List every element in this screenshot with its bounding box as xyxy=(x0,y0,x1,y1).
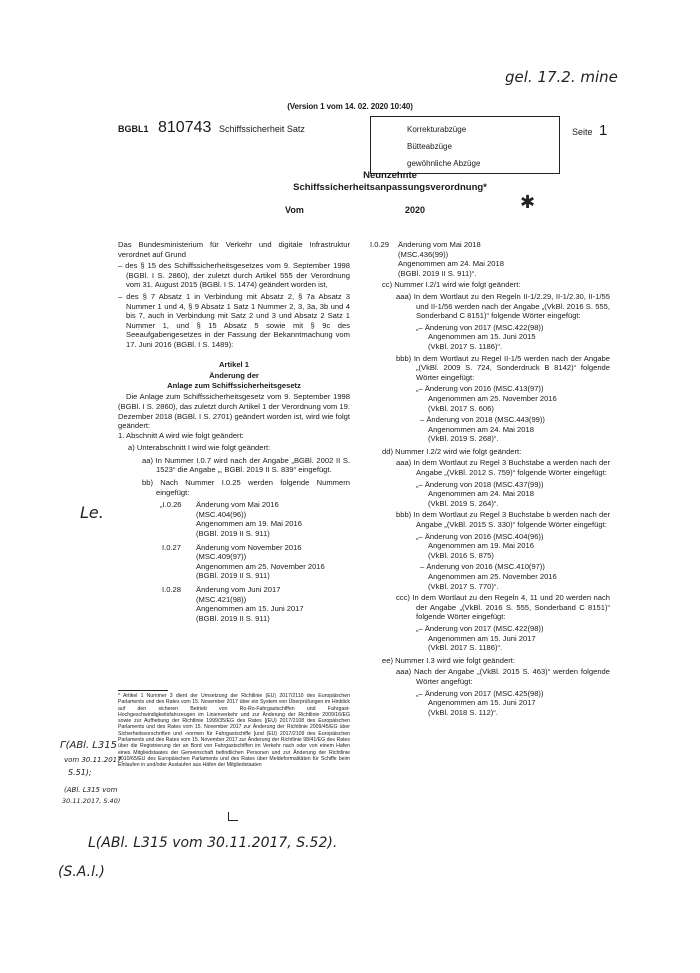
insertion-mark xyxy=(228,812,238,821)
article-title: Artikel 1 xyxy=(219,359,249,369)
insert-line: – Änderung von 2016 (MSC.410(97)) xyxy=(420,562,545,572)
item-cc-aaa: aaa) In dem Wortlaut zu den Regeln II-1/2.29, II-1/2.30, II-1/55 und II-1/56 werden nach der Angabe „(VkBl. 2016 S. 555, Sonderband C 8151)“ folgende Wörter eingefügt: xyxy=(396,291,610,321)
insert-line: (VkBl. 2018 S. 112)“. xyxy=(428,707,498,717)
bgbl-subject: Schiffssicherheit Satz xyxy=(219,124,305,134)
entry-i029 xyxy=(370,240,610,278)
item-ee: ee) Nummer I.3 wird wie folgt geändert: xyxy=(382,655,515,665)
insert-line: (VkBl. 2016 S. 875) xyxy=(428,550,494,560)
entry-line: (MSC.436(99)) xyxy=(398,249,449,259)
item-cc-bbb: bbb) In dem Wortlaut zu Regel II-1/5 werden nach der Angabe „(VkBl. 2009 S. 724, Sonderdruck B 8142)“ folgende Wörter eingefügt: xyxy=(396,353,610,382)
entry-body xyxy=(196,585,304,623)
item-dd: dd) Nummer I.2/2 wird wie folgt geändert: xyxy=(382,446,522,456)
dd-aaa-insert xyxy=(370,480,610,509)
entry-line: (BGBl. 2019 II S. 911) xyxy=(196,613,270,623)
margin-note-left-2: vom 30.11.2017, xyxy=(64,756,124,764)
entry-line: (MSC.421(98)) xyxy=(196,594,247,604)
insert-line: „– Änderung von 2017 (MSC.425(98)) xyxy=(416,688,544,698)
title-ordinal: Neunzehnte xyxy=(363,170,417,181)
dd-bbb-insert-2 xyxy=(370,562,610,591)
insert-line: Angenommen am 19. Mai 2016 xyxy=(428,541,534,551)
insert-line: Angenommen am 25. November 2016 xyxy=(428,393,557,403)
entry-line: (BGBl. 2019 II S. 911)“. xyxy=(398,268,477,278)
entry-i027 xyxy=(118,543,350,581)
footnote-rule xyxy=(118,690,168,691)
footnote: * Artikel 1 Nummer 3 dient der Umsetzung der Richtlinie (EU) 2017/2110 des Europäischen Parlaments und des Rates vom 15. November 2017 über ein System von Überprüfungen im Hinblick auf den sicheren Betrieb von Ro-Ro-Fahrgastschiffen und Fahrgast-Hochgeschwindigkeitsfahrzeugen im Linienverkehr und zur Änderung der Richtlinie 2009/16/EG sowie zur Aufhebung der Richtlinie 1999/35/EG des Rates [(EU) 2017/2108 des Europäischen Parlaments und des Rates vom 15. November 2017 zur Änderung der Richtlinie 2009/45/EG über Sicherheitsvorschriften und -normen für Fahrgastschiffe [und (EU) 2017/2109 des Europäischen Parlaments und des Rates vom 15. November 2017 zur Änderung der Richtlinie 98/41/EG des Rates über die Registrierung der an Bord von Fahrgastschiffen im Verkehr nach oder von einem Hafen eines Mitgliedstaates der Gemeinschaft befindlichen Personen und zur Änderung der Richtlinie 2010/65/EU des Europäischen Parlaments und des Rates über Meldeformalitäten für Schiffe beim Einlaufen in und/oder Auslaufen aus Häfen der Mitgliedstaaten xyxy=(118,693,350,769)
handwritten-note-top: gel. 17.2. mine xyxy=(505,68,618,86)
bgbl-number: 810743 xyxy=(158,119,212,136)
entry-line: Angenommen am 25. November 2016 xyxy=(196,561,325,571)
insert-line: (VkBl. 2017 S. 1186)“. xyxy=(428,341,503,351)
insert-line: „– Änderung von 2017 (MSC.422(98)) xyxy=(416,623,544,633)
entry-line: Änderung vom Mai 2018 xyxy=(398,240,481,249)
seite-label: Seite xyxy=(572,127,593,137)
entry-line: Angenommen am 15. Juni 2017 xyxy=(196,604,304,614)
entry-i028 xyxy=(118,585,350,623)
title-main: Schiffssicherheitsanpassungsverordnung* xyxy=(293,182,487,193)
dd-bbb-insert-1 xyxy=(370,532,610,561)
bottom-note-1: L(ABl. L315 vom 30.11.2017, S.52). xyxy=(88,835,338,851)
star-mark: ✱ xyxy=(520,192,536,213)
entry-body xyxy=(398,240,504,278)
insert-line: Angenommen am 15. Juni 2017 xyxy=(428,633,536,643)
item-dd-ccc: ccc) In dem Wortlaut zu den Regeln 4, 11 und 20 werden nach der Angabe „(VkBl. 2016 S. 555, Sonderband C 8151)“ folgende Wörter eingefügt: xyxy=(396,593,610,622)
insert-line: „– Änderung von 2016 (MSC.413(97)) xyxy=(416,384,544,394)
margin-note-left-3: S.51); xyxy=(68,768,92,777)
entry-i026 xyxy=(118,500,350,538)
insert-line: (VkBl. 2019 S. 264)“. xyxy=(428,498,499,508)
entry-line: (MSC.409(97)) xyxy=(196,552,247,562)
insert-line: (VkBl. 2017 S. 606) xyxy=(428,403,494,413)
item-cc: cc) Nummer I.2/1 wird wie folgt geändert: xyxy=(382,280,521,290)
item-aa: aa) In Nummer I.0.7 wird nach der Angabe „BGBl. 2002 II S. 1523“ die Angabe „, BGBl. 2019 II S. 839“ eingefügt. xyxy=(142,455,350,475)
item-dd-bbb: bbb) In dem Wortlaut zu Regel 3 Buchstabe b werden nach der Angabe „(VkBl. 2015 S. 330)“ folgende Wörter eingefügt: xyxy=(396,510,610,530)
entry-code: I.0.27 xyxy=(162,542,181,552)
entry-body xyxy=(196,500,302,538)
insert-line: (VkBl. 2017 S. 770)“. xyxy=(428,581,499,591)
bgbl-label: BGBL1 xyxy=(118,124,149,134)
entry-line: (BGBl. 2019 II S. 911) xyxy=(196,529,270,539)
margin-note-left-1: Γ(ABl. L315 xyxy=(60,740,117,751)
stamp-line-2: Bütteabzüge xyxy=(407,142,452,151)
item-1: 1. Abschnitt A wird wie folgt geändert: xyxy=(118,430,244,440)
margin-note-le: Le. xyxy=(80,503,104,522)
margin-note-left-4: (ABl. L315 vom xyxy=(64,786,118,794)
entry-line: Änderung vom Juni 2017 xyxy=(196,585,281,594)
intro-text: Das Bundesministerium für Verkehr und digitale Infrastruktur verordnet auf Grund xyxy=(118,240,350,259)
entry-body xyxy=(196,543,325,581)
ee-aaa-insert xyxy=(370,689,610,718)
insert-line: – Änderung von 2018 (MSC.443(99)) xyxy=(420,415,545,425)
insert-line: Angenommen am 25. November 2016 xyxy=(428,572,557,581)
item-dd-aaa: aaa) In dem Wortlaut zu Regel 3 Buchstabe a werden nach der Angabe „(VkBl. 2012 S. 759)“ folgende Wörter eingefügt: xyxy=(396,458,610,478)
entry-line: Änderung vom November 2016 xyxy=(196,542,302,552)
margin-note-left-5: 30.11.2017, S.40) xyxy=(62,797,121,805)
entry-line: Änderung vom Mai 2016 xyxy=(196,500,279,510)
article-subtitle-1: Änderung der xyxy=(209,371,259,381)
stamp-line-3: gewöhnliche Abzüge xyxy=(407,159,481,168)
entry-code: I.0.29 xyxy=(370,240,389,249)
basis-item-2: – des § 7 Absatz 1 in Verbindung mit Absatz 2, § 7a Absatz 3 Nummer 1 und 4, § 9 Absatz 1 Satz 1 Nummer 2, 3, 3a, 3b und 4 bis 7, auch in Verbindung mit Satz 2 und 3 und Absatz 2 Satz 1 Nummer 1, und § 15 Absatz 5 sowie mit § 9c des Seeaufgabengesetzes in der Fassung der Bekanntmachung vom 17. Juni 2016 (BGBl. I S. 1489): xyxy=(118,291,350,349)
bottom-note-2: (S.A.l.) xyxy=(58,864,105,880)
item-ee-aaa: aaa) Nach der Angabe „(VkBl. 2015 S. 463)“ werden folgende Wörter angefügt: xyxy=(396,667,610,686)
insert-line: „– Änderung von 2016 (MSC.404(96)) xyxy=(416,531,544,541)
seite-number: 1 xyxy=(599,122,608,139)
entry-code: „I.0.26 xyxy=(160,500,182,510)
stamp-line-1: Korrekturabzüge xyxy=(407,125,467,134)
insert-line: „– Änderung von 2017 (MSC.422(98)) xyxy=(416,322,544,332)
article-body: Die Anlage zum Schiffssicherheitsgesetz vom 9. September 1998 (BGBl. I S. 2860), das zuletzt durch Artikel 1 der Verordnung vom 19. Dezember 2018 (BGBl. I S. 2701) geändert worden ist, wird wie folgt geändert: xyxy=(118,392,350,431)
article-subtitle-2: Anlage zum Schiffssicherheitsgesetz xyxy=(167,380,301,390)
insert-line: Angenommen am 15. Juni 2017 xyxy=(428,698,536,708)
version-line: (Version 1 vom 14. 02. 2020 10:40) xyxy=(287,102,413,111)
item-a: a) Unterabschnitt I wird wie folgt geändert: xyxy=(128,443,271,453)
entry-code: I.0.28 xyxy=(162,585,181,594)
left-column xyxy=(118,240,350,623)
title-vom: Vom xyxy=(285,205,304,215)
right-column xyxy=(370,240,610,717)
entry-list xyxy=(118,500,350,623)
cc-bbb-insert-2 xyxy=(370,415,610,444)
insert-line: Angenommen am 15. Juni 2015 xyxy=(428,332,536,342)
proof-stamp xyxy=(370,116,560,174)
item-bb: bb) Nach Nummer I.0.25 werden folgende Nummern eingefügt: xyxy=(142,478,350,497)
dd-ccc-insert xyxy=(370,624,610,653)
entry-line: Angenommen am 24. Mai 2018 xyxy=(398,259,504,269)
insert-line: (VkBl. 2017 S. 1186)“. xyxy=(428,643,503,653)
title-year: 2020 xyxy=(405,205,426,215)
basis-item-1: – des § 15 des Schiffssicherheitsgesetzes vom 9. September 1998 (BGBl. I S. 2860), der zuletzt durch Artikel 555 der Verordnung vom 31. August 2015 (BGBl. I S. 1474) geändert worden ist, xyxy=(118,261,350,290)
insert-line: Angenommen am 24. Mai 2018 xyxy=(428,424,534,434)
entry-line: Angenommen am 19. Mai 2016 xyxy=(196,519,302,529)
cc-aaa-insert xyxy=(370,323,610,352)
page-number xyxy=(572,122,607,139)
entry-line: (BGBl. 2019 II S. 911) xyxy=(196,571,270,581)
insert-line: „– Änderung von 2018 (MSC.437(99)) xyxy=(416,479,544,489)
insert-line: Angenommen am 24. Mai 2018 xyxy=(428,489,534,499)
cc-bbb-insert-1 xyxy=(370,384,610,413)
entry-line: (MSC.404(96)) xyxy=(196,509,247,519)
insert-line: (VkBl. 2019 S. 268)“. xyxy=(428,434,499,444)
